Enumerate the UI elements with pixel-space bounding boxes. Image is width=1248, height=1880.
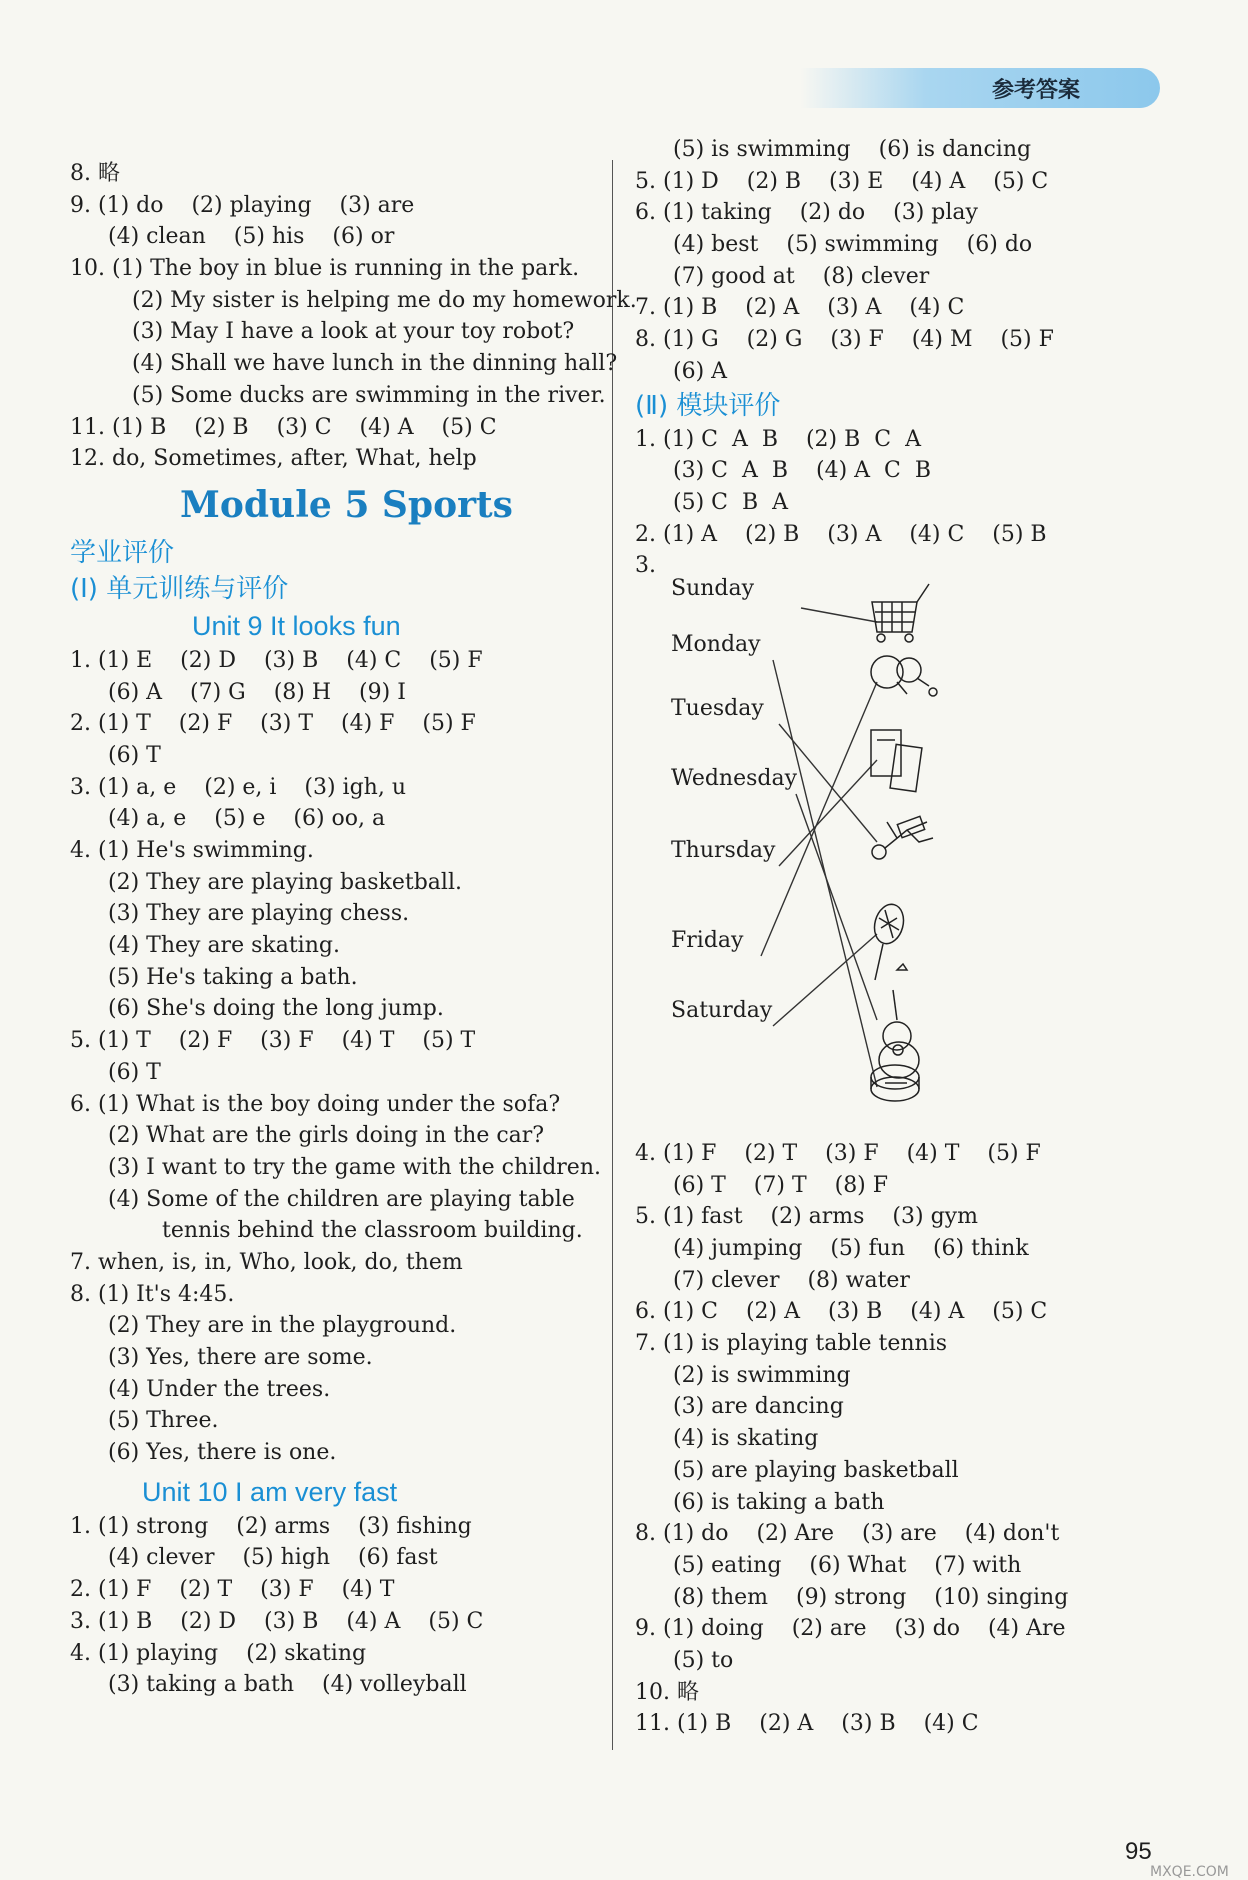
answer-line: (5) C B A: [673, 489, 789, 515]
answer-line: (6) T: [108, 1059, 161, 1085]
match-line: [801, 608, 877, 622]
answer-line: (4) jumping (5) fun (6) think: [673, 1236, 1029, 1261]
answer-line: (5) eating (6) What (7) with: [673, 1552, 1022, 1578]
sandwich-icon: [871, 1065, 919, 1101]
answer-line: 9. (1) doing (2) are (3) do (4) Are: [635, 1616, 1066, 1642]
answer-line: (7) clever (8) water: [673, 1267, 910, 1293]
answer-line: tennis behind the classroom building.: [162, 1218, 583, 1244]
answer-line: (7) good at (8) clever: [673, 263, 930, 289]
answer-line: (5) Some ducks are swimming in the river.: [132, 382, 606, 408]
subsection-title: (Ⅰ) 单元训练与评价: [70, 573, 289, 604]
answer-line: 7. (1) B (2) A (3) A (4) C: [635, 295, 965, 321]
answer-line: (4) Some of the children are playing table: [108, 1186, 575, 1212]
answer-line: (2) What are the girls doing in the car?: [108, 1123, 545, 1149]
answer-line: 8. (1) G (2) G (3) F (4) M (5) F: [635, 327, 1054, 353]
answer-line: (5) are playing basketball: [673, 1457, 959, 1483]
day-label: Thursday: [671, 837, 776, 863]
unit9-title: Unit 9 It looks fun: [192, 610, 401, 641]
skater-icon: [872, 816, 933, 859]
answer-line: (3) C A B (4) A C B: [673, 458, 932, 484]
answer-line: (5) to: [673, 1647, 734, 1673]
answer-line: 8. 略: [70, 161, 120, 186]
match-line: [773, 934, 877, 1026]
answer-line: (2) They are in the playground.: [108, 1313, 457, 1339]
answer-line: (4) clever (5) high (6) fast: [108, 1545, 438, 1571]
answer-line: (4) is skating: [673, 1426, 819, 1452]
answer-line: 3. (1) a, e (2) e, i (3) igh, u: [70, 774, 407, 800]
answer-line: 4. (1) F (2) T (3) F (4) T (5) F: [635, 1140, 1041, 1166]
day-label: Saturday: [671, 997, 773, 1023]
answer-line: 2. (1) T (2) F (3) T (4) F (5) F: [70, 711, 476, 737]
answer-line: (3) May I have a look at your toy robot?: [132, 319, 575, 345]
answer-line: 4. (1) playing (2) skating: [70, 1640, 367, 1666]
module-title: Module 5 Sports: [180, 483, 513, 526]
right-column: [635, 134, 1155, 1740]
day-label: Friday: [671, 927, 744, 953]
answer-line: (6) T: [108, 742, 161, 768]
answer-line: 11. (1) B (2) A (3) B (4) C: [635, 1711, 979, 1737]
answer-line: 9. (1) do (2) playing (3) are: [70, 192, 415, 218]
answer-line: (5) He's taking a bath.: [108, 964, 358, 990]
answer-line: 5. (1) D (2) B (3) E (4) A (5) C: [635, 168, 1049, 194]
unit9-answers: [70, 645, 601, 1469]
answer-line: (6) A (7) G (8) H (9) I: [108, 679, 406, 705]
answer-line: 12. do, Sometimes, after, What, help: [70, 446, 477, 472]
answer-line: (3) I want to try the game with the children.: [108, 1154, 601, 1180]
answer-line: (4) They are skating.: [108, 933, 340, 959]
right-top-answers: [635, 134, 1155, 388]
answer-line: (3) Yes, there are some.: [108, 1345, 373, 1370]
answer-line: 2. (1) A (2) B (3) A (4) C (5) B: [635, 521, 1047, 547]
left-top-answers: [70, 158, 637, 475]
answer-line: (4) clean (5) his (6) or: [108, 224, 395, 250]
answer-line: (5) Three.: [108, 1408, 219, 1434]
page-number: 95: [1125, 1838, 1152, 1865]
module-eval-answers: [635, 424, 1155, 582]
answer-line: (3) are dancing: [673, 1394, 844, 1420]
badminton-icon: [870, 901, 907, 980]
answer-line: (2) is swimming: [673, 1362, 851, 1388]
header-banner: [800, 68, 1160, 108]
answer-line: (8) them (9) strong (10) singing: [673, 1584, 1069, 1610]
ping-pong-icon: [871, 656, 937, 696]
answer-line: 1. (1) C A B (2) B C A: [635, 426, 921, 452]
unit10-answers: [70, 1511, 590, 1701]
basket-cart-icon: [872, 584, 929, 642]
answer-line: 8. (1) do (2) Are (3) are (4) don't: [635, 1521, 1060, 1547]
answer-line: 10. (1) The boy in blue is running in the park.: [70, 256, 580, 282]
day-label: Wednesday: [671, 765, 798, 791]
answer-line: 3. (1) B (2) D (3) B (4) A (5) C: [70, 1608, 484, 1634]
answer-line: 7. when, is, in, Who, look, do, them: [70, 1249, 463, 1275]
answer-line: 5. (1) fast (2) arms (3) gym: [635, 1204, 978, 1230]
answer-line: (3) They are playing chess.: [108, 901, 410, 927]
answer-line: 7. (1) is playing table tennis: [635, 1331, 948, 1357]
day-label: Tuesday: [671, 695, 764, 721]
answer-line: (2) My sister is helping me do my homework.: [132, 287, 637, 313]
answer-line: 10. 略: [635, 1679, 699, 1705]
right-bottom-answers: [635, 1138, 1155, 1740]
watermark: MXQE.COM: [1150, 1864, 1229, 1880]
answer-line: (4) a, e (5) e (6) oo, a: [108, 806, 386, 832]
answer-line: (4) best (5) swimming (6) do: [673, 232, 1033, 258]
answer-line: 5. (1) T (2) F (3) F (4) T (5) T: [70, 1028, 476, 1054]
matching-exercise: [635, 575, 1155, 1138]
day-label: Sunday: [671, 575, 755, 601]
answer-line: (6) A: [673, 358, 728, 384]
section-title: 学业评价: [70, 537, 175, 568]
answer-line: 2. (1) F (2) T (3) F (4) T: [70, 1577, 395, 1603]
answer-line: (6) Yes, there is one.: [108, 1440, 337, 1466]
answer-line: 6. (1) What is the boy doing under the sofa?: [70, 1091, 561, 1117]
answer-line: 11. (1) B (2) B (3) C (4) A (5) C: [70, 414, 497, 440]
match-line: [761, 682, 877, 956]
answer-line: (4) Under the trees.: [108, 1376, 331, 1402]
answer-line: 1. (1) E (2) D (3) B (4) C (5) F: [70, 647, 483, 673]
answer-line: 4. (1) He's swimming.: [70, 838, 314, 863]
answer-line: (6) is taking a bath: [673, 1489, 885, 1515]
answer-line: (6) T (7) T (8) F: [673, 1172, 889, 1198]
left-column: [70, 158, 637, 1701]
answer-line: 6. (1) C (2) A (3) B (4) A (5) C: [635, 1299, 1048, 1325]
answer-line: 6. (1) taking (2) do (3) play: [635, 200, 978, 226]
day-label: Monday: [671, 631, 761, 657]
answer-line: (3) taking a bath (4) volleyball: [108, 1672, 467, 1698]
answer-line: (6) She's doing the long jump.: [108, 996, 444, 1022]
header-label: 参考答案: [991, 78, 1080, 103]
books-icon: [871, 730, 922, 792]
column-divider: [612, 160, 613, 1750]
answer-line: 1. (1) strong (2) arms (3) fishing: [70, 1513, 472, 1539]
answer-line: (5) is swimming (6) is dancing: [673, 137, 1032, 162]
answer-line: (4) Shall we have lunch in the dinning hall?: [132, 351, 618, 377]
answer-line: 8. (1) It's 4:45.: [70, 1281, 235, 1307]
module-eval-title: (Ⅱ) 模块评价: [635, 390, 781, 421]
answer-line: 3.: [635, 553, 656, 579]
unit10-title: Unit 10 I am very fast: [142, 1476, 398, 1507]
answer-line: (2) They are playing basketball.: [108, 869, 462, 895]
